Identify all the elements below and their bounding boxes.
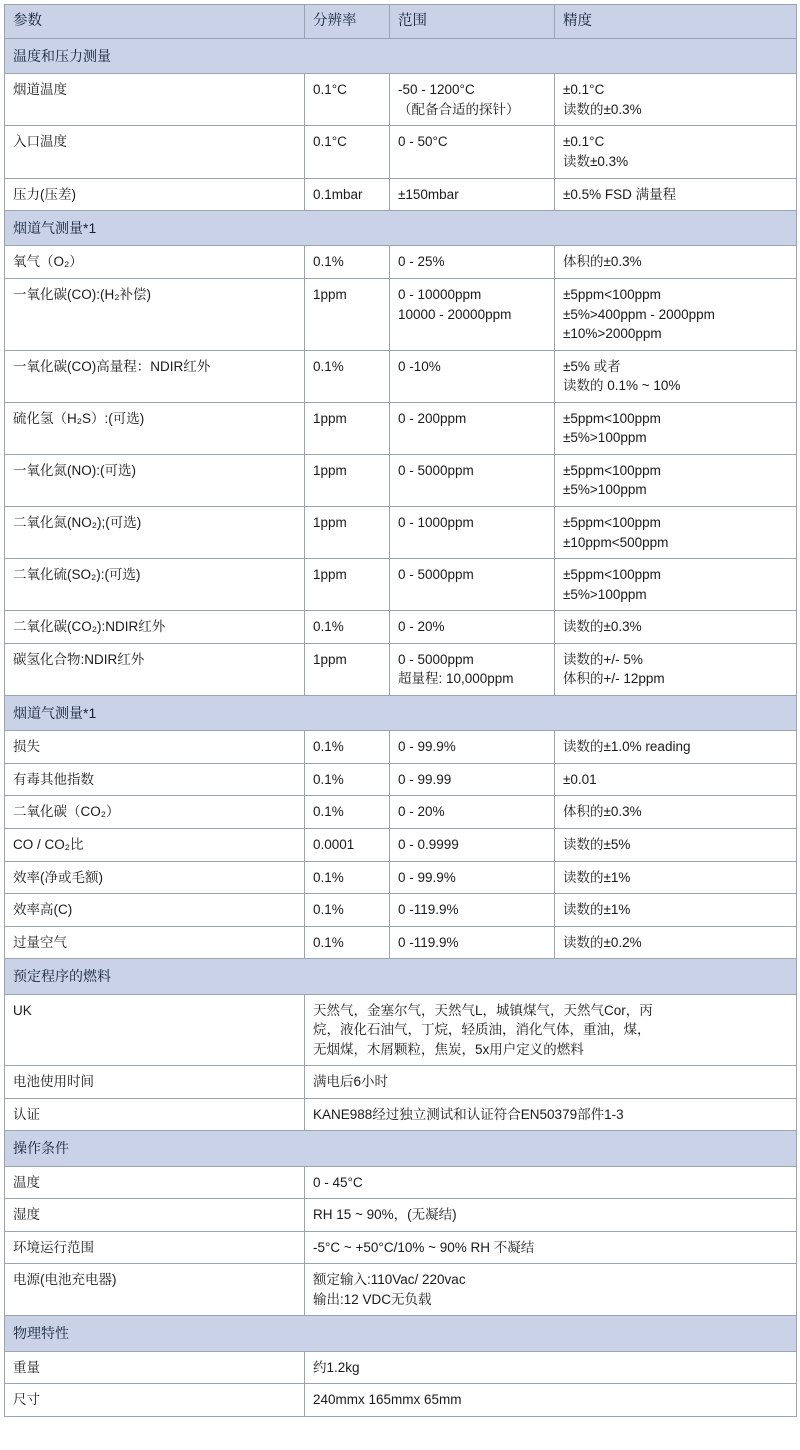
row-range: 0 - 20% bbox=[390, 611, 555, 644]
row-parameter: 温度 bbox=[5, 1166, 305, 1199]
row-range: 0 - 20% bbox=[390, 796, 555, 829]
row-parameter: 过量空气 bbox=[5, 926, 305, 959]
row-resolution: 0.1% bbox=[305, 246, 390, 279]
row-accuracy: 读数的±0.3% bbox=[555, 611, 797, 644]
row-resolution: 0.1% bbox=[305, 861, 390, 894]
row-accuracy: 读数的±0.2% bbox=[555, 926, 797, 959]
row-parameter: 认证 bbox=[5, 1098, 305, 1131]
row-resolution: 1ppm bbox=[305, 507, 390, 559]
row-resolution: 0.1mbar bbox=[305, 178, 390, 211]
row-parameter: 电源(电池充电器) bbox=[5, 1264, 305, 1316]
row-range: ±150mbar bbox=[390, 178, 555, 211]
table-row bbox=[5, 763, 797, 796]
row-parameter: 湿度 bbox=[5, 1199, 305, 1232]
table-row bbox=[5, 796, 797, 829]
row-resolution: 0.1% bbox=[305, 926, 390, 959]
row-parameter: 烟道温度 bbox=[5, 74, 305, 126]
row-parameter: 一氧化氮(NO):(可选) bbox=[5, 454, 305, 506]
row-range: 0 - 10000ppm 10000 - 20000ppm bbox=[390, 278, 555, 350]
row-accuracy: ±5ppm<100ppm ±5%>100ppm bbox=[555, 454, 797, 506]
row-accuracy: 读数的±5% bbox=[555, 828, 797, 861]
column-header-parameter: 参数 bbox=[5, 5, 305, 39]
row-value: 约1.2kg bbox=[305, 1351, 797, 1384]
column-header-accuracy: 精度 bbox=[555, 5, 797, 39]
table-row bbox=[5, 731, 797, 764]
row-parameter: 压力(压差) bbox=[5, 178, 305, 211]
row-resolution: 0.1% bbox=[305, 796, 390, 829]
row-range: 0 -10% bbox=[390, 350, 555, 402]
table-row bbox=[5, 894, 797, 927]
row-range: 0 -119.9% bbox=[390, 894, 555, 927]
row-resolution: 0.1% bbox=[305, 611, 390, 644]
table-row bbox=[5, 1166, 797, 1199]
row-accuracy: ±0.01 bbox=[555, 763, 797, 796]
row-accuracy: ±0.1°C 读数的±0.3% bbox=[555, 74, 797, 126]
row-parameter: 电池使用时间 bbox=[5, 1066, 305, 1099]
row-accuracy: 读数的±1% bbox=[555, 894, 797, 927]
section-title: 操作条件 bbox=[5, 1131, 797, 1166]
row-parameter: 尺寸 bbox=[5, 1384, 305, 1417]
row-parameter: 一氧化碳(CO):(H₂补偿) bbox=[5, 278, 305, 350]
row-accuracy: ±5ppm<100ppm ±5%>400ppm - 2000ppm ±10%>2000ppm bbox=[555, 278, 797, 350]
table-row bbox=[5, 1199, 797, 1232]
table-row bbox=[5, 1098, 797, 1131]
section-header-row bbox=[5, 39, 797, 74]
row-range: 0 - 5000ppm 超量程: 10,000ppm bbox=[390, 643, 555, 695]
table-row bbox=[5, 1231, 797, 1264]
column-header-range: 范围 bbox=[390, 5, 555, 39]
table-row bbox=[5, 507, 797, 559]
table-row bbox=[5, 246, 797, 279]
row-resolution: 0.1% bbox=[305, 763, 390, 796]
row-parameter: UK bbox=[5, 994, 305, 1066]
table-body bbox=[5, 39, 797, 1417]
section-header-row bbox=[5, 1316, 797, 1351]
row-parameter: 硫化氢（H₂S）:(可选) bbox=[5, 402, 305, 454]
table-header bbox=[5, 5, 797, 39]
row-accuracy: 读数的+/- 5% 体积的+/- 12ppm bbox=[555, 643, 797, 695]
row-range: 0 - 1000ppm bbox=[390, 507, 555, 559]
row-value: 240mmx 165mmx 65mm bbox=[305, 1384, 797, 1417]
row-parameter: 碳氢化合物:NDIR红外 bbox=[5, 643, 305, 695]
section-header-row bbox=[5, 211, 797, 246]
row-value: KANE988经过独立测试和认证符合EN50379部件1-3 bbox=[305, 1098, 797, 1131]
row-resolution: 0.1°C bbox=[305, 126, 390, 178]
row-range: 0 -119.9% bbox=[390, 926, 555, 959]
table-row bbox=[5, 611, 797, 644]
table-row bbox=[5, 350, 797, 402]
row-parameter: CO / CO₂比 bbox=[5, 828, 305, 861]
section-title: 烟道气测量*1 bbox=[5, 211, 797, 246]
table-row bbox=[5, 126, 797, 178]
row-parameter: 二氧化碳（CO₂） bbox=[5, 796, 305, 829]
row-resolution: 0.1°C bbox=[305, 74, 390, 126]
table-row bbox=[5, 402, 797, 454]
column-header-resolution: 分辨率 bbox=[305, 5, 390, 39]
section-header-row bbox=[5, 959, 797, 994]
row-resolution: 0.1% bbox=[305, 350, 390, 402]
row-value: 额定输入:110Vac/ 220vac 输出:12 VDC无负载 bbox=[305, 1264, 797, 1316]
row-resolution: 1ppm bbox=[305, 402, 390, 454]
section-title: 预定程序的燃料 bbox=[5, 959, 797, 994]
row-parameter: 有毒其他指数 bbox=[5, 763, 305, 796]
row-accuracy: ±0.5% FSD 满量程 bbox=[555, 178, 797, 211]
row-resolution: 0.1% bbox=[305, 731, 390, 764]
row-parameter: 入口温度 bbox=[5, 126, 305, 178]
row-accuracy: ±0.1°C 读数±0.3% bbox=[555, 126, 797, 178]
table-row bbox=[5, 1384, 797, 1417]
row-parameter: 二氧化硫(SO₂):(可选) bbox=[5, 559, 305, 611]
table-row bbox=[5, 559, 797, 611]
section-title: 温度和压力测量 bbox=[5, 39, 797, 74]
row-resolution: 1ppm bbox=[305, 559, 390, 611]
table-row bbox=[5, 861, 797, 894]
row-parameter: 一氧化碳(CO)高量程：NDIR红外 bbox=[5, 350, 305, 402]
row-range: -50 - 1200°C （配备合适的探针） bbox=[390, 74, 555, 126]
row-accuracy: ±5% 或者 读数的 0.1% ~ 10% bbox=[555, 350, 797, 402]
table-row bbox=[5, 278, 797, 350]
row-range: 0 - 99.99 bbox=[390, 763, 555, 796]
row-accuracy: 读数的±1% bbox=[555, 861, 797, 894]
row-accuracy: 读数的±1.0% reading bbox=[555, 731, 797, 764]
section-title: 烟道气测量*1 bbox=[5, 695, 797, 730]
specifications-table bbox=[4, 4, 797, 1417]
row-parameter: 效率高(C) bbox=[5, 894, 305, 927]
section-header-row bbox=[5, 695, 797, 730]
section-header-row bbox=[5, 1131, 797, 1166]
section-title: 物理特性 bbox=[5, 1316, 797, 1351]
row-accuracy: ±5ppm<100ppm ±10ppm<500ppm bbox=[555, 507, 797, 559]
row-range: 0 - 0.9999 bbox=[390, 828, 555, 861]
row-parameter: 二氧化碳(CO₂):NDIR红外 bbox=[5, 611, 305, 644]
row-value: -5°C ~ +50°C/10% ~ 90% RH 不凝结 bbox=[305, 1231, 797, 1264]
row-resolution: 1ppm bbox=[305, 278, 390, 350]
row-parameter: 损失 bbox=[5, 731, 305, 764]
row-range: 0 - 50°C bbox=[390, 126, 555, 178]
row-resolution: 0.1% bbox=[305, 894, 390, 927]
table-row bbox=[5, 1066, 797, 1099]
table-row bbox=[5, 178, 797, 211]
table-row bbox=[5, 74, 797, 126]
row-parameter: 环境运行范围 bbox=[5, 1231, 305, 1264]
row-accuracy: 体积的±0.3% bbox=[555, 246, 797, 279]
row-parameter: 氧气（O₂） bbox=[5, 246, 305, 279]
row-parameter: 效率(净或毛额) bbox=[5, 861, 305, 894]
row-range: 0 - 99.9% bbox=[390, 861, 555, 894]
table-row bbox=[5, 1264, 797, 1316]
row-parameter: 二氧化氮(NO₂);(可选) bbox=[5, 507, 305, 559]
table-row bbox=[5, 1351, 797, 1384]
row-range: 0 - 5000ppm bbox=[390, 454, 555, 506]
row-value: RH 15 ~ 90%，(无凝结) bbox=[305, 1199, 797, 1232]
row-resolution: 0.0001 bbox=[305, 828, 390, 861]
table-row bbox=[5, 926, 797, 959]
row-resolution: 1ppm bbox=[305, 643, 390, 695]
row-value: 天然气，金塞尔气，天然气L，城镇煤气，天然气Cor，丙 烷，液化石油气，丁烷，轻质油，消化气体，重油，煤， 无烟煤，木屑颗粒，焦炭，5x用户定义的燃料 bbox=[305, 994, 797, 1066]
row-resolution: 1ppm bbox=[305, 454, 390, 506]
row-accuracy: ±5ppm<100ppm ±5%>100ppm bbox=[555, 402, 797, 454]
row-parameter: 重量 bbox=[5, 1351, 305, 1384]
row-accuracy: 体积的±0.3% bbox=[555, 796, 797, 829]
row-value: 0 - 45°C bbox=[305, 1166, 797, 1199]
row-range: 0 - 25% bbox=[390, 246, 555, 279]
table-row bbox=[5, 454, 797, 506]
row-value: 满电后6小时 bbox=[305, 1066, 797, 1099]
table-row bbox=[5, 828, 797, 861]
table-row bbox=[5, 643, 797, 695]
row-range: 0 - 99.9% bbox=[390, 731, 555, 764]
row-range: 0 - 200ppm bbox=[390, 402, 555, 454]
row-accuracy: ±5ppm<100ppm ±5%>100ppm bbox=[555, 559, 797, 611]
table-row bbox=[5, 994, 797, 1066]
row-range: 0 - 5000ppm bbox=[390, 559, 555, 611]
header-row bbox=[5, 5, 797, 39]
